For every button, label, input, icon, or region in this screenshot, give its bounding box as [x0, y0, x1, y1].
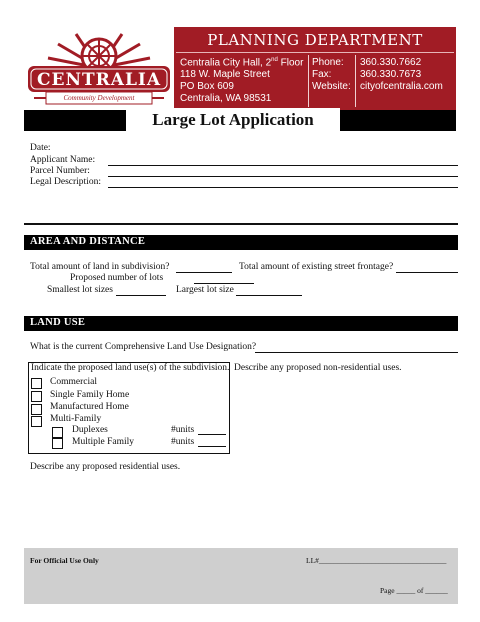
title-box	[126, 108, 340, 132]
manufactured-home-label: Manufactured Home	[50, 402, 129, 412]
contact-separator-right	[355, 55, 356, 107]
banner-divider	[176, 52, 454, 53]
page-number-field[interactable]: Page _____ of ______	[380, 586, 448, 595]
address-line-2: 118 W. Maple Street	[180, 69, 270, 80]
date-label: Date:	[30, 143, 51, 153]
fax-label: Fax:	[312, 69, 332, 80]
residential-label: Describe any proposed residential uses.	[30, 462, 181, 472]
manufactured-home-checkbox[interactable]	[31, 404, 42, 415]
single-family-checkbox[interactable]	[31, 391, 42, 402]
smallest-lot-field[interactable]	[116, 295, 166, 296]
area-distance-heading: AREA AND DISTANCE	[30, 236, 146, 247]
multiple-family-checkbox[interactable]	[52, 438, 63, 449]
non-residential-label: Describe any proposed non-residential uses.	[234, 363, 402, 373]
contact-separator-left	[308, 55, 309, 107]
section-divider	[24, 223, 458, 225]
address-line-4: Centralia, WA 98531	[180, 93, 272, 104]
area-distance-header	[24, 235, 458, 250]
land-use-heading: LAND USE	[30, 317, 86, 328]
single-family-label: Single Family Home	[50, 390, 130, 400]
website-label: Website:	[312, 81, 351, 92]
applicant-name-field[interactable]	[108, 165, 458, 166]
ll-number-field[interactable]: LL#__________________________________	[306, 556, 447, 565]
duplexes-units-field[interactable]	[198, 434, 226, 435]
duplexes-label: Duplexes	[72, 425, 108, 435]
department-title: PLANNING DEPARTMENT	[207, 31, 423, 49]
official-use-label: For Official Use Only	[30, 556, 99, 565]
street-frontage-label: Total amount of existing street frontage?	[239, 262, 394, 272]
official-use-box	[24, 548, 458, 604]
indicate-land-use-label: Indicate the proposed land use(s) of the subdivision.	[31, 363, 230, 373]
designation-question: What is the current Comprehensive Land Use Designation?	[30, 342, 257, 352]
legal-description-field[interactable]	[108, 187, 458, 188]
commercial-label: Commercial	[50, 377, 97, 387]
duplexes-checkbox[interactable]	[52, 427, 63, 438]
smallest-lot-label: Smallest lot sizes	[47, 285, 113, 295]
phone-value[interactable]: 360.330.7662	[360, 57, 422, 68]
duplexes-units-label: #units	[171, 425, 195, 435]
commercial-checkbox[interactable]	[31, 378, 42, 389]
proposed-lots-label: Proposed number of lots	[70, 273, 164, 283]
multiple-family-label: Multiple Family	[72, 437, 135, 447]
multiple-family-units-label: #units	[171, 437, 195, 447]
street-frontage-field[interactable]	[396, 272, 458, 273]
legal-description-label: Legal Description:	[30, 177, 101, 187]
total-land-label: Total amount of land in subdivision?	[30, 262, 170, 272]
largest-lot-field[interactable]	[236, 295, 302, 296]
designation-field[interactable]	[255, 352, 458, 353]
fax-value: 360.330.7673	[360, 69, 422, 80]
land-use-header	[24, 316, 458, 331]
address-line-1: Centralia City Hall, 2nd Floor	[180, 57, 304, 69]
website-link[interactable]: cityofcentralia.com	[360, 81, 443, 92]
form-title: Large Lot Application	[152, 110, 314, 129]
address-line-3: PO Box 609	[180, 81, 234, 92]
parcel-number-field[interactable]	[108, 176, 458, 177]
phone-label: Phone:	[312, 57, 344, 68]
proposed-lots-field[interactable]	[194, 283, 254, 284]
logo-name: CENTRALIA	[36, 70, 162, 90]
applicant-name-label: Applicant Name:	[30, 155, 96, 165]
multi-family-checkbox[interactable]	[31, 416, 42, 427]
largest-lot-label: Largest lot size	[176, 285, 234, 295]
multi-family-label: Multi-Family	[50, 414, 102, 424]
multiple-family-units-field[interactable]	[198, 446, 226, 447]
centralia-logo	[24, 30, 174, 114]
logo-tagline: Community Development	[63, 94, 135, 102]
parcel-number-label: Parcel Number:	[30, 166, 90, 176]
department-banner	[174, 27, 456, 111]
total-land-field[interactable]	[176, 272, 232, 273]
